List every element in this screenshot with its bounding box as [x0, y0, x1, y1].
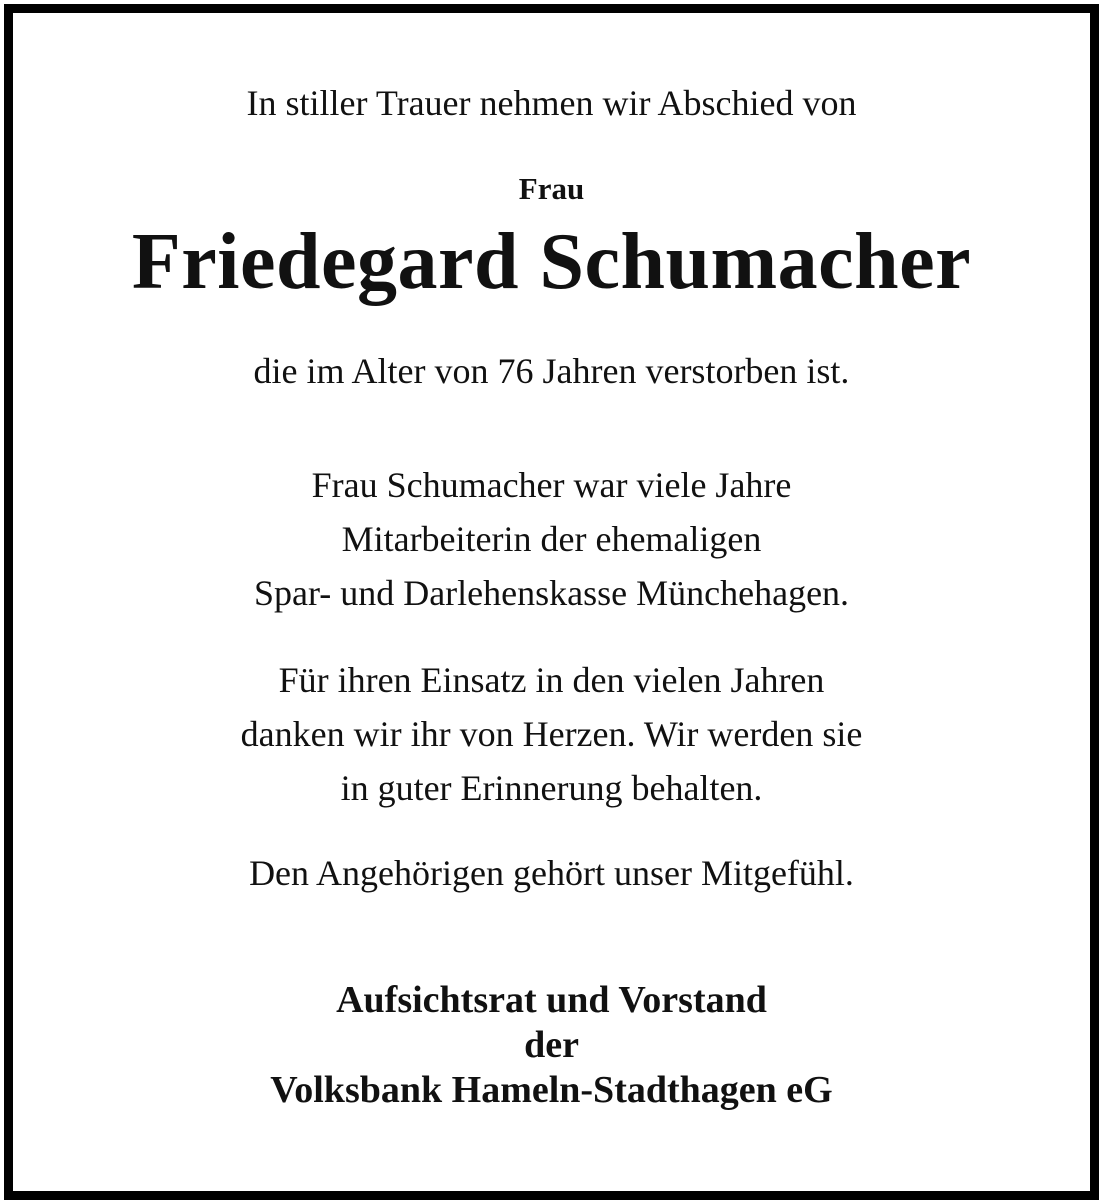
paragraph-thanks: [13, 653, 1090, 815]
salutation: Frau: [518, 171, 585, 206]
text-line: Frau Schumacher war viele Jahre: [311, 465, 792, 505]
obituary-notice: [4, 4, 1099, 1200]
text-line: in guter Erinnerung behalten.: [340, 768, 763, 808]
paragraph-condolence: [13, 846, 1090, 900]
text-line: Spar- und Darlehenskasse Münchehagen.: [253, 573, 850, 613]
signature-line: Aufsichtsrat und Vorstand: [336, 979, 767, 1021]
signature-line: der: [524, 1024, 579, 1066]
signature-line: Volksbank Hameln-Stadthagen eG: [270, 1069, 833, 1111]
text-line: Für ihren Einsatz in den vielen Jahren: [278, 660, 825, 700]
notice-content: [13, 13, 1090, 1191]
deceased-name: Friedegard Schumacher: [131, 218, 972, 306]
signature-block: [13, 978, 1090, 1113]
text-line: danken wir ihr von Herzen. Wir werden sie: [240, 714, 863, 754]
text-line: Den Angehörigen gehört unser Mitgefühl.: [249, 853, 854, 893]
text-line: Mitarbeiterin der ehemaligen: [341, 519, 762, 559]
paragraph-employment: [13, 458, 1090, 620]
intro-line: In stiller Trauer nehmen wir Abschied von: [246, 83, 857, 123]
age-line: die im Alter von 76 Jahren verstorben ist.: [253, 351, 850, 391]
